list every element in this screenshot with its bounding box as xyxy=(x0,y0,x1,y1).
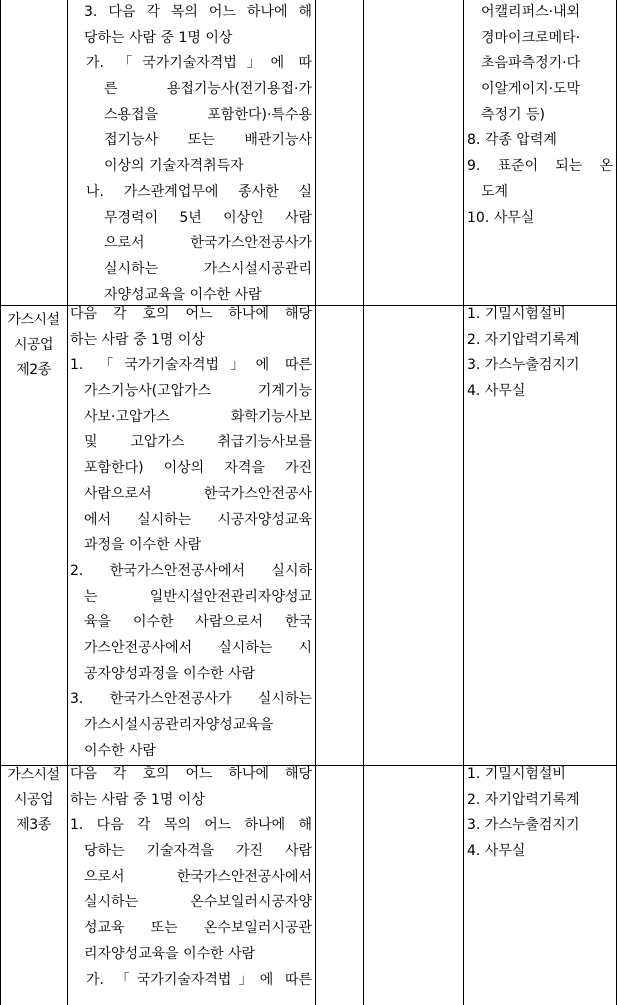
qualification-line: 사보·고압가스 화학기능사보 xyxy=(84,408,312,425)
qualification-line: 접기능사 또는 배관기능사 xyxy=(104,132,312,149)
qualification-line: 가스시설시공관리자양성교육을 xyxy=(84,717,274,733)
qualification-line: 1. 「국가기술자격법」에 따른 xyxy=(70,357,312,374)
qualification-line: 가스안전공사에서 실시하는 시 xyxy=(84,639,312,656)
qualification-line: 에서 실시하는 시공자양성교육 xyxy=(84,511,312,528)
qualification-line: 하는 사람 중 1명 이상 xyxy=(70,791,205,808)
column-divider xyxy=(463,0,464,1005)
qualification-line: 이상의 기술자격취득자 xyxy=(104,158,244,175)
column-divider xyxy=(363,0,364,1005)
qualification-line: 무경력이 5년 이상인 사람 xyxy=(104,209,312,226)
qualification-line: 사람으로서 한국가스안전공사 xyxy=(84,485,312,502)
qualification-line: 공자양성과정을 이수한 사람 xyxy=(84,665,256,682)
category-label: 가스시설 xyxy=(7,767,60,783)
facility-line: 2. 자기압력기록계 xyxy=(467,791,580,808)
qualification-line: 과정을 이수한 사람 xyxy=(84,537,202,554)
facility-line: 9. 표준이 되는 온 xyxy=(467,158,613,175)
qualification-line: 자양성교육을 이수한 사람 xyxy=(104,286,262,303)
qualification-line: 나. 가스관계업무에 종사한 실 xyxy=(86,183,312,200)
qualification-line: 2. 한국가스안전공사에서 실시하 xyxy=(70,562,312,579)
qualification-cell xyxy=(70,302,314,764)
qualification-line: 스용접을 포함한다)·특수용 xyxy=(104,106,312,123)
category-label: 제2종 xyxy=(16,362,51,378)
category-cell xyxy=(0,763,67,838)
facility-cell xyxy=(467,0,615,231)
qualification-line: 가. 「국가기술자격법」에 따른 xyxy=(86,971,312,988)
category-cell xyxy=(0,308,67,383)
facility-line: 경마이크로메타· xyxy=(481,29,581,46)
facility-line: 8. 각종 압력계 xyxy=(467,132,557,149)
qualification-line: 육을 이수한 사람으로서 한국 xyxy=(84,614,312,631)
facility-line: 1. 기밀시험설비 xyxy=(467,766,566,782)
facility-line: 측정기 등) xyxy=(481,106,546,123)
table-border-left xyxy=(0,0,1,1005)
qualification-line: 하는 사람 중 1명 이상 xyxy=(70,331,205,348)
qualification-line: 포함한다) 이상의 자격을 가진 xyxy=(84,460,312,477)
qualification-line: 으로서 한국가스안전공사가 xyxy=(104,235,312,252)
category-label: 가스시설 xyxy=(7,312,60,328)
qualification-line: 1. 다음 각 목의 어느 하나에 해 xyxy=(70,817,312,834)
facility-line: 4. 사무실 xyxy=(467,383,526,400)
facility-line: 10. 사무실 xyxy=(467,209,535,226)
facility-line: 3. 가스누출검지기 xyxy=(467,357,580,374)
qualification-cell xyxy=(70,0,314,308)
qualification-line: 가. 「국가기술자격법」에 따 xyxy=(86,55,312,72)
facility-line: 이알게이지·도막 xyxy=(481,81,581,98)
qualification-line: 3. 한국가스안전공사가 실시하는 xyxy=(70,691,312,708)
qualification-line: 및 고압가스 취급기능사보를 xyxy=(84,434,312,451)
column-divider xyxy=(67,0,68,1005)
qualification-line: 성교육 또는 온수보일러시공관 xyxy=(84,920,312,937)
facility-line: 초음파측정기·다 xyxy=(481,55,581,72)
qualification-line: 이수한 사람 xyxy=(84,742,157,759)
facility-line: 어캘리퍼스·내외 xyxy=(481,4,581,20)
qualification-line: 실시하는 온수보일러시공자양 xyxy=(84,894,312,911)
qualification-line: 3. 다음 각 목의 어느 하나에 해 xyxy=(84,4,312,20)
qualification-line: 른 용접기능사(전기용접·가 xyxy=(104,81,312,98)
column-divider xyxy=(315,0,316,1005)
facility-line: 1. 기밀시험설비 xyxy=(467,306,566,322)
category-label: 시공업 xyxy=(13,792,54,808)
qualification-line: 당하는 사람 중 1명 이상 xyxy=(84,29,233,46)
qualification-cell xyxy=(70,762,314,993)
qualification-line: 실시하는 가스시설시공관리 xyxy=(104,260,312,277)
category-label: 제3종 xyxy=(16,817,51,833)
facility-cell xyxy=(467,762,615,865)
qualification-line: 는 일반시설안전관리자양성교 xyxy=(84,588,312,605)
category-label: 시공업 xyxy=(13,337,54,353)
qualification-line: 가스기능사(고압가스 기계기능 xyxy=(84,383,312,400)
qualification-line: 리자양성교육을 이수한 사람 xyxy=(84,945,256,962)
facility-line: 3. 가스누출검지기 xyxy=(467,817,580,834)
facility-line: 도계 xyxy=(481,183,509,200)
qualification-line: 으로서 한국가스안전공사에서 xyxy=(84,868,312,885)
facility-line: 4. 사무실 xyxy=(467,843,526,860)
facility-cell xyxy=(467,302,615,405)
qualification-line: 다음 각 호의 어느 하나에 해당 xyxy=(70,766,312,782)
qualification-line: 당하는 기술자격을 가진 사람 xyxy=(84,843,312,860)
qualification-line: 다음 각 호의 어느 하나에 해당 xyxy=(70,306,312,322)
facility-line: 2. 자기압력기록계 xyxy=(467,331,580,348)
